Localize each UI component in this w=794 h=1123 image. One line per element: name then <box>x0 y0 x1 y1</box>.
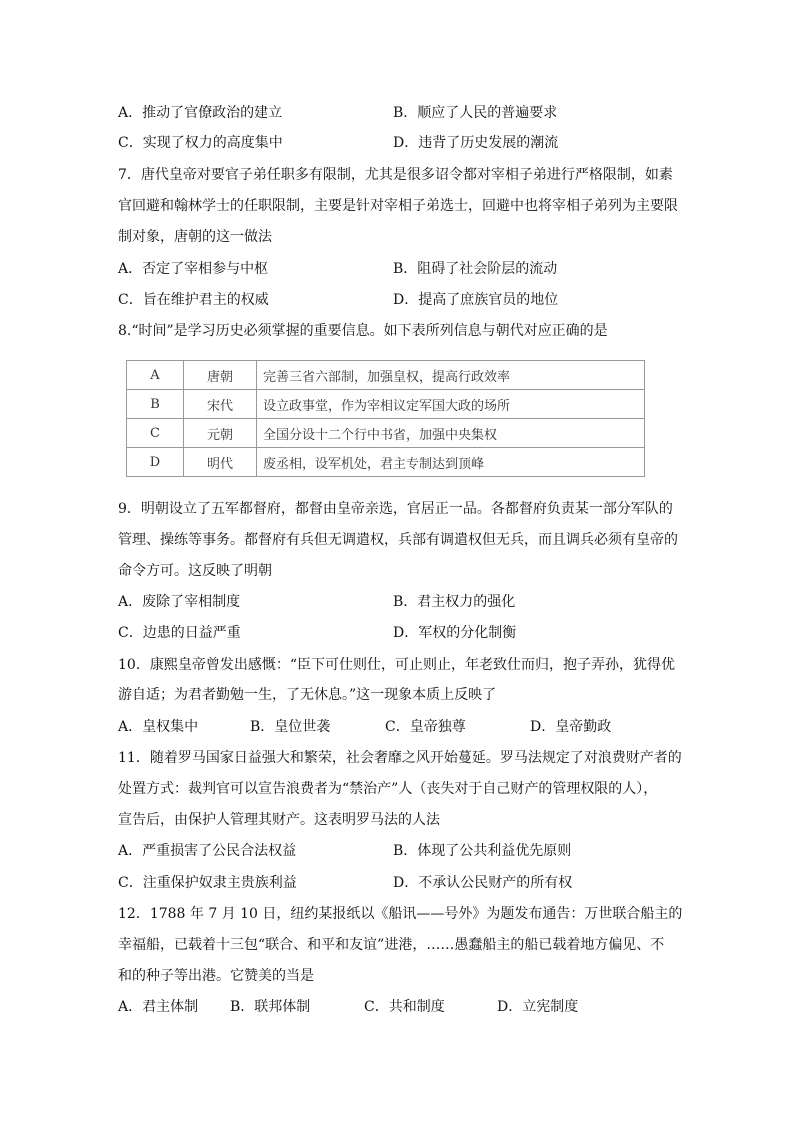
q12-option-b: B．联邦体制 <box>230 999 311 1015</box>
q7-option-c: C．旨在维护君主的权威 <box>118 292 269 308</box>
q7-option-a: A．否定了宰相参与中枢 <box>118 261 269 277</box>
table-cell-info: 设立政事堂，作为宰相议定军国大政的场所 <box>257 390 645 419</box>
table-cell-letter: B <box>127 390 184 419</box>
q7-stem-line-3: 制对象，唐朝的这一做法 <box>118 229 272 245</box>
q10-option-b: B．皇位世袭 <box>250 719 331 735</box>
q7-option-d: D．提高了庶族官员的地位 <box>393 292 559 308</box>
q12-option-d: D．立宪制度 <box>497 999 579 1015</box>
q9-option-b: B．君主权力的强化 <box>393 594 516 610</box>
q11-option-b: B．体现了公共利益优先原则 <box>393 843 572 859</box>
q11-stem-line-2: 处置方式：裁判官可以宣告浪费者为“禁治产”人（丧失对于自己财产的管理权限的人）， <box>118 781 658 797</box>
q12-option-a: A．君主体制 <box>118 999 199 1015</box>
q9-stem-line-2: 管理、操练等事务。都督府有兵但无调遣权，兵部有调遣权但无兵，而且调兵必须有皇帝的 <box>118 532 678 548</box>
table-cell-dynasty: 明代 <box>184 448 257 477</box>
table-cell-info: 完善三省六部制，加强皇权，提高行政效率 <box>257 361 645 390</box>
table-row <box>127 390 645 419</box>
q11-option-d: D．不承认公民财产的所有权 <box>393 875 573 891</box>
q6-option-c: C．实现了权力的高度集中 <box>118 135 283 151</box>
q12-stem-line-1: 12．1788 年 7 月 10 日，纽约某报纸以《船讯——号外》为题发布通告：万世联合船主的 <box>118 906 683 922</box>
q8-info-table <box>126 360 645 477</box>
q10-stem-line-1: 10．康熙皇帝曾发出感慨：“臣下可仕则仕，可止则止，年老致仕而归，抱子弄孙，犹得优 <box>118 657 675 673</box>
q11-stem-line-1: 11．随着罗马国家日益强大和繁荣，社会奢靡之风开始蔓延。罗马法规定了对浪费财产者的 <box>118 750 682 766</box>
q9-stem-line-1: 9．明朝设立了五军都督府，都督由皇帝亲选，官居正一品。各都督府负责某一部分军队的 <box>118 501 673 517</box>
q10-option-d: D．皇帝勤政 <box>530 719 612 735</box>
q9-option-a: A．废除了宰相制度 <box>118 594 241 610</box>
q6-option-d: D．违背了历史发展的潮流 <box>393 135 559 151</box>
q12-stem-line-2: 幸福船，已载着十三包“联合、和平和友谊”进港，……愚蠢船主的船已载着地方偏见、不 <box>118 937 665 953</box>
table-cell-letter: A <box>127 361 184 390</box>
q7-stem-line-2: 官回避和翰林学士的任职限制，主要是针对宰相子弟选士，回避中也将宰相子弟列为主要限 <box>118 198 678 214</box>
q10-option-a: A．皇权集中 <box>118 719 199 735</box>
q12-stem-line-3: 和的种子等出港。它赞美的当是 <box>118 968 314 984</box>
table-cell-letter: D <box>127 448 184 477</box>
q11-stem-line-3: 宣告后，由保护人管理其财产。这表明罗马法的人法 <box>118 812 440 828</box>
table-row <box>127 448 645 477</box>
q9-stem-line-3: 命令方可。这反映了明朝 <box>118 563 272 579</box>
table-row <box>127 361 645 390</box>
q12-option-c: C．共和制度 <box>364 999 445 1015</box>
q9-option-d: D．军权的分化制衡 <box>393 625 517 641</box>
table-cell-letter: C <box>127 419 184 448</box>
q9-option-c: C．边患的日益严重 <box>118 625 241 641</box>
q11-option-a: A．严重损害了公民合法权益 <box>118 843 297 859</box>
q6-option-b: B．顺应了人民的普遍要求 <box>393 105 558 121</box>
table-cell-info: 废丞相，设军机处，君主专制达到顶峰 <box>257 448 645 477</box>
table-row <box>127 419 645 448</box>
q8-stem: 8.“时间”是学习历史必须掌握的重要信息。如下表所列信息与朝代对应正确的是 <box>118 323 608 339</box>
q7-option-b: B．阻碍了社会阶层的流动 <box>393 261 558 277</box>
table-cell-info: 全国分设十二个行中书省，加强中央集权 <box>257 419 645 448</box>
q11-option-c: C．注重保护奴隶主贵族利益 <box>118 875 297 891</box>
table-cell-dynasty: 宋代 <box>184 390 257 419</box>
q7-stem-line-1: 7．唐代皇帝对要官子弟任职多有限制，尤其是很多诏令都对宰相子弟进行严格限制，如素 <box>118 167 673 183</box>
q10-option-c: C．皇帝独尊 <box>385 719 466 735</box>
q6-option-a: A．推动了官僚政治的建立 <box>118 105 283 121</box>
table-cell-dynasty: 唐朝 <box>184 361 257 390</box>
table-cell-dynasty: 元朝 <box>184 419 257 448</box>
q10-stem-line-2: 游自适；为君者勤勉一生，了无休息。”这一现象本质上反映了 <box>118 687 497 703</box>
